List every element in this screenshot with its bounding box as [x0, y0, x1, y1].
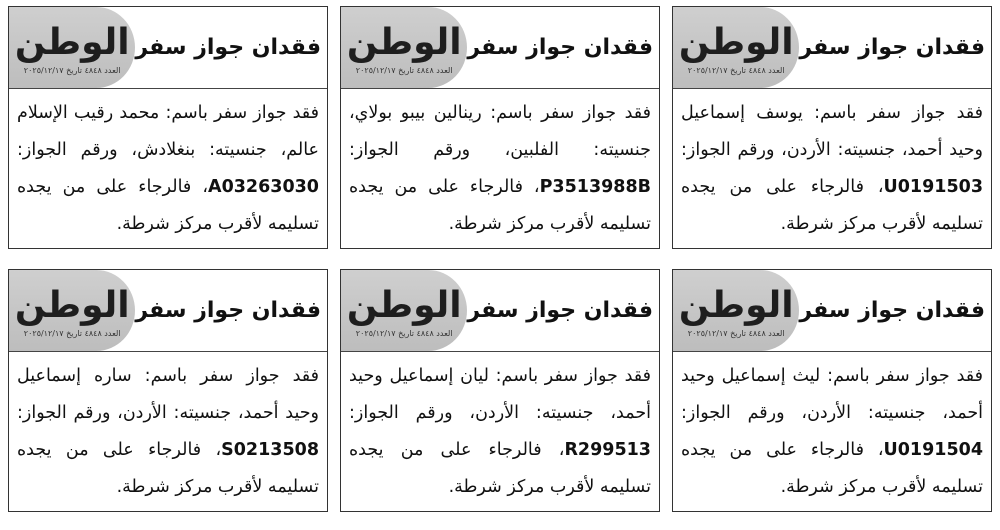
passport-number: R299513 [564, 440, 651, 460]
passport-number: A03263030 [208, 177, 319, 197]
newspaper-logo [341, 270, 467, 351]
issue-line: العدد ٤٨٤٨ تاريخ ٢٠٢٥/١٢/١٧ [355, 329, 453, 338]
newspaper-logo [673, 270, 799, 351]
lost-passport-notice [8, 6, 328, 249]
notice-title: فقدان جواز سفر [799, 35, 985, 60]
passport-prefix: ، ورقم الجواز: [17, 403, 123, 423]
passport-prefix: ، ورقم الجواز: [681, 403, 808, 423]
nationality: الأردن [807, 403, 852, 423]
issue-line: العدد ٤٨٤٨ تاريخ ٢٠٢٥/١٢/١٧ [23, 66, 121, 75]
lost-passport-notice [672, 269, 992, 512]
notice-body [9, 89, 327, 248]
notice-title: فقدان جواز سفر [799, 298, 985, 323]
notice-prefix: فقد جواز سفر باسم: [131, 366, 319, 386]
notice-title: فقدان جواز سفر [135, 298, 321, 323]
nationality-prefix: ، جنسيته: [166, 403, 244, 423]
notice-suffix: ، فالرجاء على من يجده تسليمه لأقرب مركز شرطة. [349, 177, 651, 234]
notice-title: فقدان جواز سفر [135, 35, 321, 60]
notice-suffix: ، فالرجاء على من يجده تسليمه لأقرب مركز شرطة. [17, 440, 319, 497]
logo-text: الوطن [14, 285, 130, 326]
notice-header [673, 7, 991, 89]
lost-passport-notice [672, 6, 992, 249]
issue-line: العدد ٤٨٤٨ تاريخ ٢٠٢٥/١٢/١٧ [687, 329, 785, 338]
notice-prefix: فقد جواز سفر باسم: [820, 366, 984, 386]
notice-header [341, 7, 659, 89]
notice-prefix: فقد جواز سفر باسم: [488, 366, 651, 386]
lost-passport-notice [8, 269, 328, 512]
logo-text: الوطن [346, 285, 462, 326]
notice-title: فقدان جواز سفر [467, 298, 653, 323]
nationality-prefix: ، جنسيته: [519, 403, 617, 423]
passport-prefix: ، ورقم الجواز: [349, 403, 476, 423]
holder-name: يوسف إسماعيل وحيد أحمد [681, 103, 983, 160]
newspaper-logo [9, 7, 135, 88]
notice-prefix: فقد جواز سفر باسم: [802, 103, 984, 123]
passport-prefix: ، ورقم الجواز: [681, 140, 787, 160]
nationality-prefix: ، جنسيته: [195, 140, 287, 160]
notice-header [341, 270, 659, 352]
notice-body [9, 352, 327, 511]
notice-suffix: ، فالرجاء على من يجده تسليمه لأقرب مركز شرطة. [681, 440, 983, 497]
nationality-prefix: ، جنسيته: [830, 140, 908, 160]
issue-line: العدد ٤٨٤٨ تاريخ ٢٠٢٥/١٢/١٧ [23, 329, 121, 338]
passport-prefix: ، ورقم الجواز: [17, 140, 138, 160]
nationality: الفلبين [510, 140, 559, 160]
notice-header [9, 7, 327, 89]
notice-body [341, 89, 659, 248]
logo-text: الوطن [14, 22, 130, 63]
issue-line: العدد ٤٨٤٨ تاريخ ٢٠٢٥/١٢/١٧ [687, 66, 785, 75]
notice-suffix: ، فالرجاء على من يجده تسليمه لأقرب مركز شرطة. [349, 440, 651, 497]
lost-passport-notice [340, 269, 660, 512]
notice-prefix: فقد جواز سفر باسم: [481, 103, 651, 123]
notice-suffix: ، فالرجاء على من يجده تسليمه لأقرب مركز شرطة. [17, 177, 319, 234]
holder-name: رينالين بيبو بولاي [354, 103, 482, 123]
notice-suffix: ، فالرجاء على من يجده تسليمه لأقرب مركز شرطة. [681, 177, 983, 234]
notice-prefix: فقد جواز سفر باسم: [159, 103, 319, 123]
passport-number: S0213508 [221, 440, 319, 460]
passport-prefix: ، ورقم الجواز: [349, 140, 511, 160]
logo-text: الوطن [678, 285, 794, 326]
passport-number: P3513988B [539, 177, 651, 197]
notice-header [673, 270, 991, 352]
notice-body [341, 352, 659, 511]
nationality-prefix: ، جنسيته: [349, 103, 651, 160]
nationality: الأردن [122, 403, 167, 423]
holder-name: ليان إسماعيل وحيد أحمد [349, 366, 651, 423]
notice-title: فقدان جواز سفر [467, 35, 653, 60]
holder-name: محمد رقيب الإسلام عالم [17, 103, 319, 160]
lost-passport-notice [340, 6, 660, 249]
nationality: الأردن [475, 403, 520, 423]
logo-text: الوطن [678, 22, 794, 63]
newspaper-logo [673, 7, 799, 88]
logo-text: الوطن [346, 22, 462, 63]
nationality-prefix: ، جنسيته: [851, 403, 949, 423]
holder-name: ساره إسماعيل وحيد أحمد [17, 366, 319, 423]
newspaper-logo [341, 7, 467, 88]
passport-number: U0191504 [883, 440, 983, 460]
notice-header [9, 270, 327, 352]
passport-number: U0191503 [883, 177, 983, 197]
notice-body [673, 352, 991, 511]
nationality: الأردن [786, 140, 831, 160]
notice-body [673, 89, 991, 248]
newspaper-logo [9, 270, 135, 351]
nationality: بنغلادش [137, 140, 196, 160]
issue-line: العدد ٤٨٤٨ تاريخ ٢٠٢٥/١٢/١٧ [355, 66, 453, 75]
notices-grid [8, 6, 992, 512]
holder-name: ليث إسماعيل وحيد أحمد [681, 366, 983, 423]
